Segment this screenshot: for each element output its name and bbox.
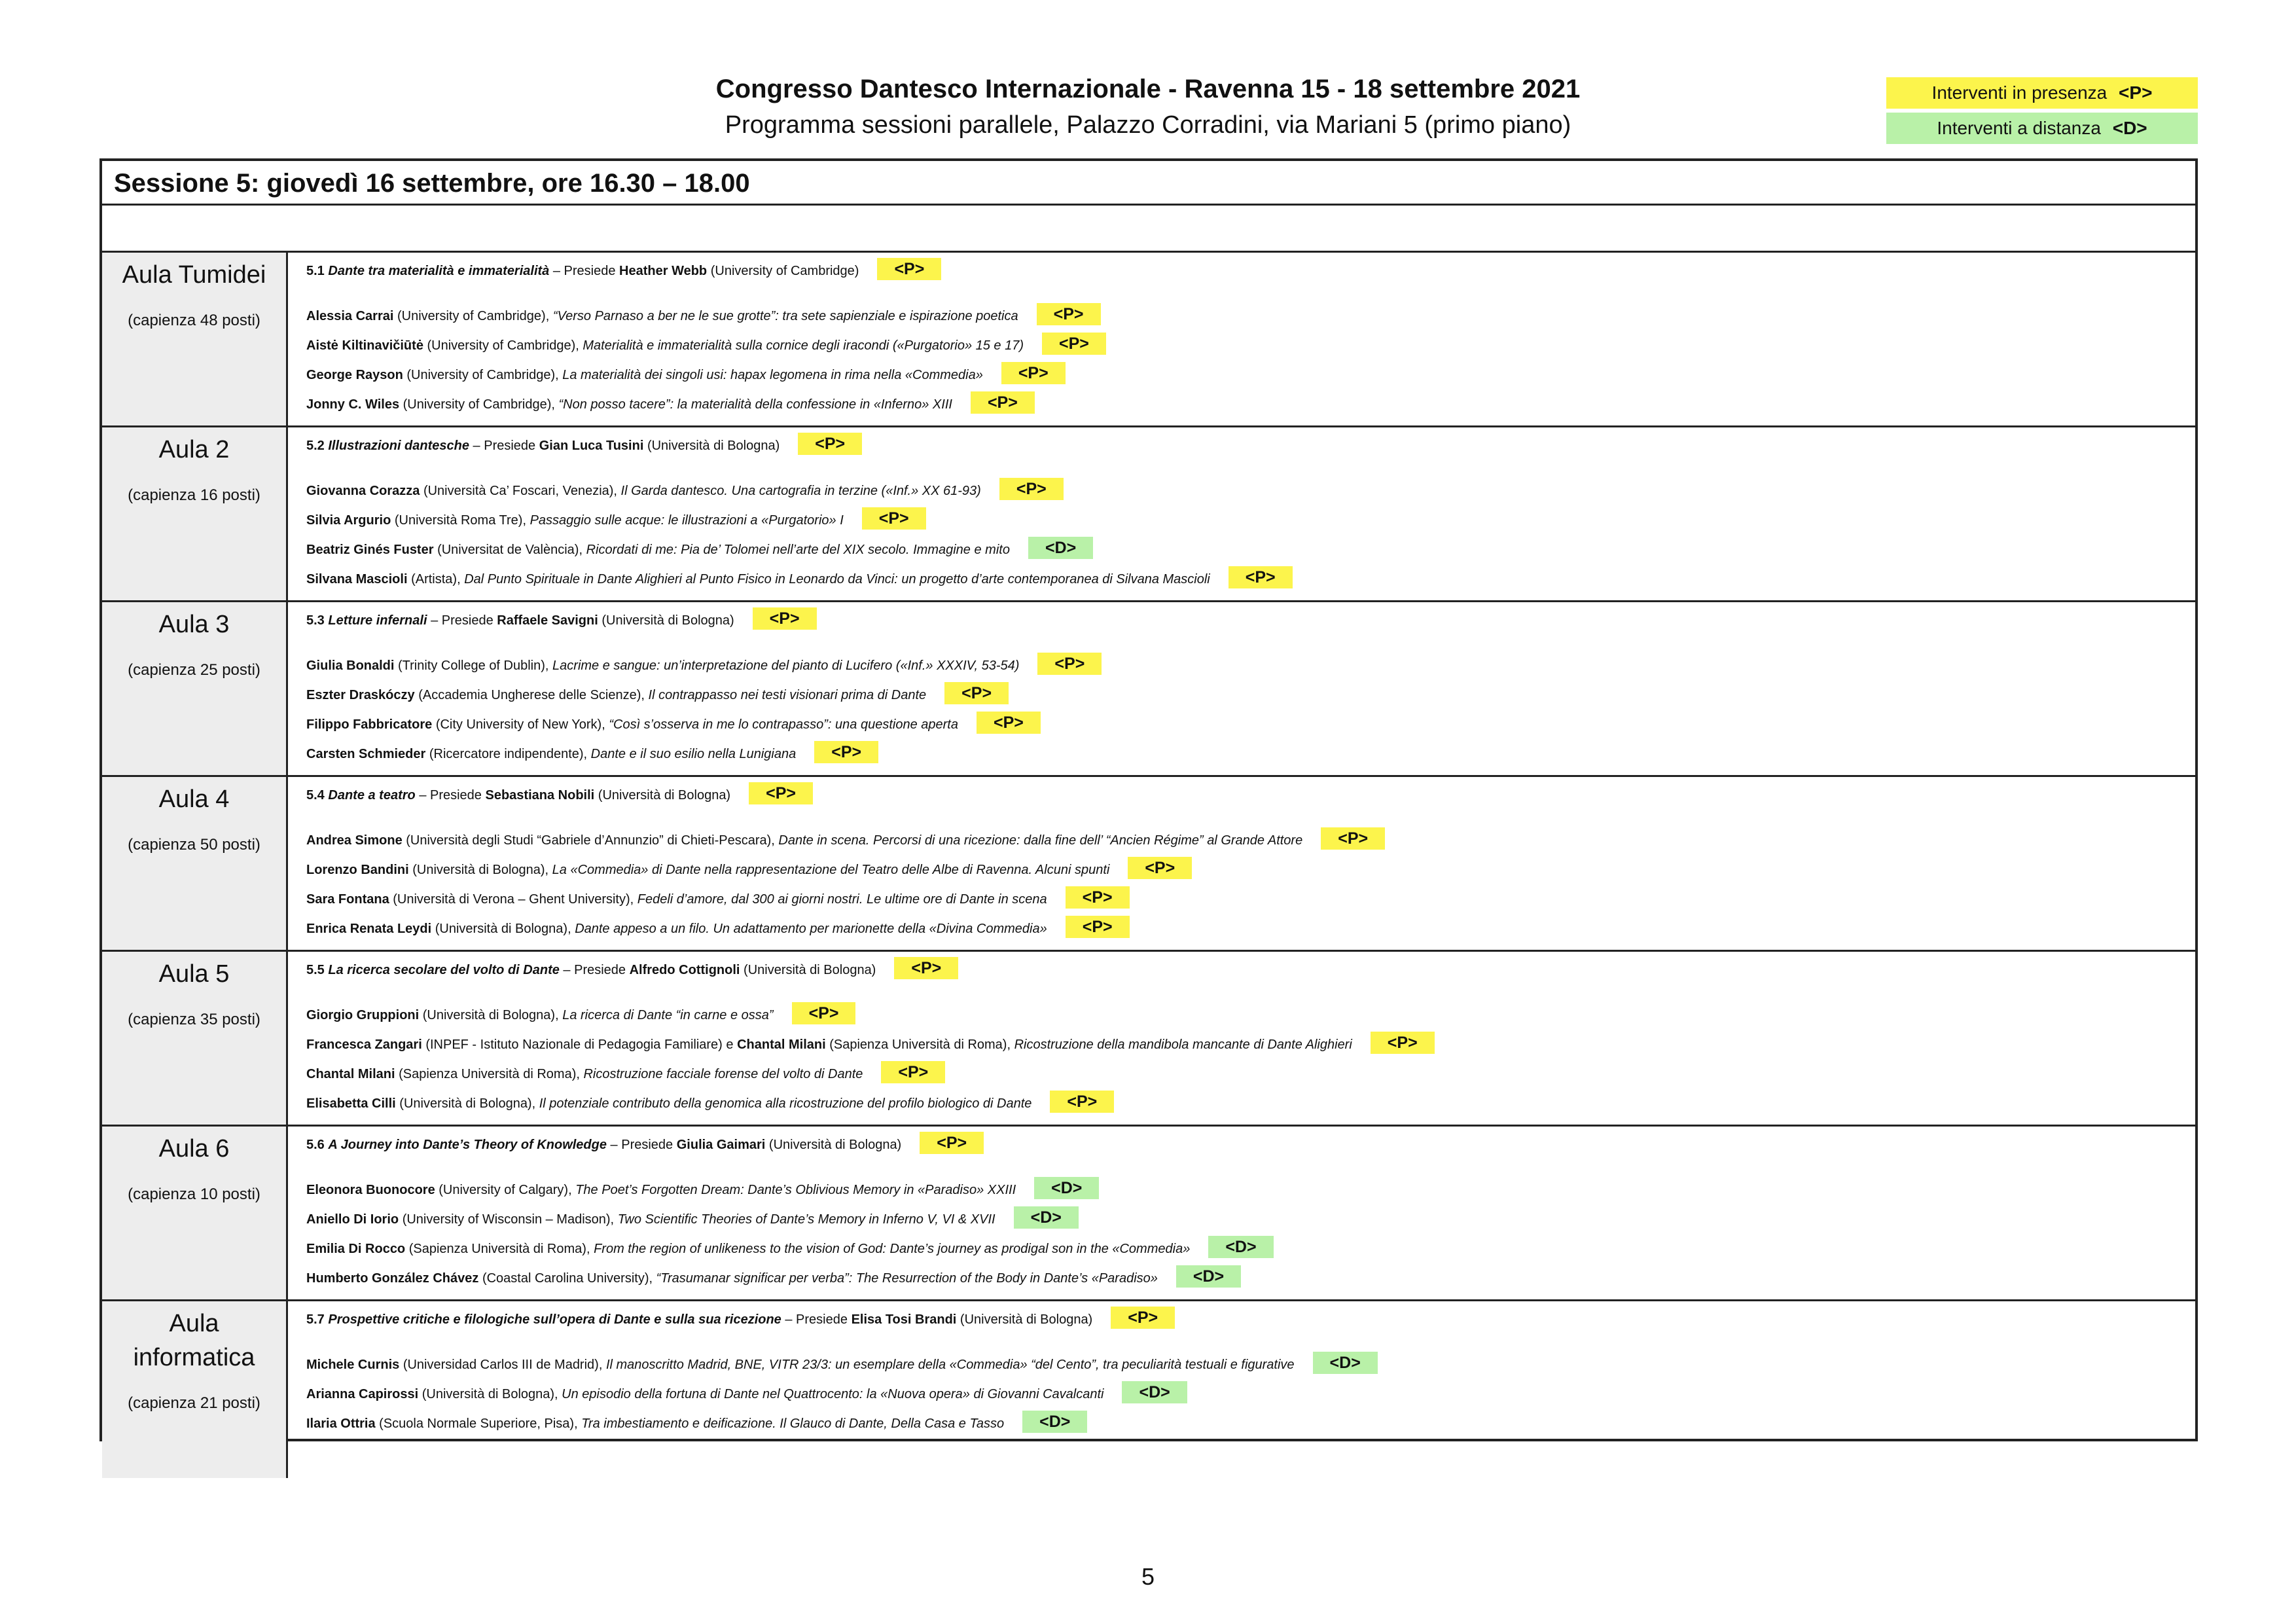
speaker-affiliation: (University of Wisconsin – Madison),	[402, 1212, 615, 1227]
chair-name: Raffaele Savigni	[497, 613, 598, 628]
mode-tag: <P>	[862, 507, 926, 530]
speaker-name: Giorgio Gruppioni	[306, 1008, 420, 1022]
legend-presence-label: Interventi in presenza	[1931, 82, 2108, 103]
mode-tag: <P>	[798, 433, 862, 455]
room-name: Aula 6	[158, 1135, 230, 1163]
talk-line	[306, 361, 2195, 390]
chair-affiliation: (University of Cambridge)	[710, 264, 859, 278]
panel-content	[288, 427, 2195, 600]
mode-tag: <P>	[1111, 1307, 1175, 1329]
talk-line	[306, 1001, 2195, 1030]
mode-tag: <D>	[1028, 537, 1093, 559]
speaker-name: Elisabetta Cilli	[306, 1096, 396, 1111]
room-row	[102, 253, 2195, 427]
panel-topic: Dante tra materialità e immaterialità	[328, 264, 550, 278]
talk-title: Un episodio della fortuna di Dante nel Quattrocento: la «Nuova opera» di Giovanni Cavalcanti	[562, 1387, 1104, 1401]
speaker-affiliation: (INPEF - Istituto Nazionale di Pedagogia Familiare) e	[425, 1038, 734, 1052]
talk-line	[306, 651, 2195, 681]
panel-number: 5.1	[306, 264, 325, 278]
speaker-affiliation: (University of Cambridge),	[406, 368, 559, 382]
mode-tag: <D>	[1122, 1381, 1187, 1403]
speaker-affiliation: (Università di Bologna),	[435, 922, 571, 936]
talk-title: “Così s’osserva in me lo contrapasso”: una questione aperta	[609, 717, 958, 732]
mode-tag: <P>	[1001, 362, 1066, 384]
talk-line	[306, 535, 2195, 565]
speaker-name: Arianna Capirossi	[306, 1387, 419, 1401]
room-row	[102, 777, 2195, 952]
speaker-name: Michele Curnis	[306, 1358, 400, 1372]
chair-name: Elisa Tosi Brandi	[851, 1312, 957, 1327]
talk-title: Il contrappasso nei testi visionari prima di Dante	[648, 688, 927, 702]
room-name: Aula Tumidei	[122, 261, 266, 289]
panel-topic: Dante a teatro	[328, 788, 416, 803]
talk-title: “Trasumanar significar per verba”: The Resurrection of the Body in Dante’s «Paradiso»	[656, 1271, 1158, 1286]
mode-tag: <D>	[1034, 1177, 1099, 1199]
chair-affiliation: (Università di Bologna)	[744, 963, 876, 977]
panel-heading	[306, 1305, 2195, 1335]
room-cell	[102, 952, 288, 1125]
talk-title: Passaggio sulle acque: le illustrazioni a «Purgatorio» I	[529, 513, 844, 528]
room-cell	[102, 602, 288, 775]
legend-presence-tag: <P>	[2119, 82, 2153, 103]
room-rows	[102, 253, 2195, 1478]
session-title: Sessione 5: giovedì 16 settembre, ore 16.30 – 18.00	[102, 161, 2195, 206]
mode-tag: <P>	[1050, 1091, 1114, 1113]
legend	[1886, 77, 2198, 148]
talk-line	[306, 331, 2195, 361]
speaker-affiliation: (Università di Bologna),	[412, 863, 549, 877]
talk-line	[306, 1030, 2195, 1060]
room-name: Aula 5	[158, 960, 230, 988]
room-row	[102, 1127, 2195, 1301]
room-capacity: (capienza 48 posti)	[128, 312, 260, 329]
chair-affiliation: (Università di Bologna)	[960, 1312, 1093, 1327]
panel-heading	[306, 781, 2195, 810]
speaker-name: George Rayson	[306, 368, 403, 382]
talk-line	[306, 856, 2195, 885]
talk-line	[306, 885, 2195, 914]
talk-title: Il potenziale contributo della genomica alla ricostruzione del profilo biologico di Dante	[539, 1096, 1032, 1111]
room-cell	[102, 427, 288, 600]
blank-row	[102, 206, 2195, 253]
page-number: 5	[1141, 1563, 1155, 1590]
speaker-name: Beatriz Ginés Fuster	[306, 543, 434, 557]
room-cell	[102, 777, 288, 950]
mode-tag: <P>	[1371, 1032, 1435, 1054]
speaker-affiliation: (Università Roma Tre),	[394, 513, 527, 528]
talk-title: Materialità e immaterialità sulla cornice degli iracondi («Purgatorio» 15 e 17)	[583, 338, 1024, 353]
talk-line	[306, 1176, 2195, 1205]
talk-line	[306, 1205, 2195, 1235]
speaker-name: Humberto González Chávez	[306, 1271, 479, 1286]
mode-tag: <P>	[1042, 333, 1106, 355]
chair-name: Alfredo Cottignoli	[629, 963, 740, 977]
mode-tag: <P>	[753, 607, 817, 630]
room-cell	[102, 253, 288, 425]
speaker-name: Alessia Carrai	[306, 309, 394, 323]
talk-title: Lacrime e sangue: un’interpretazione del pianto di Lucifero («Inf.» XXXIV, 53-54)	[552, 659, 1020, 673]
chair-prefix: – Presiede	[563, 963, 626, 977]
chair-affiliation: (Università di Bologna)	[768, 1138, 902, 1152]
speaker-name: Eszter Draskóczy	[306, 688, 415, 702]
speaker-affiliation: (Scuola Normale Superiore, Pisa),	[379, 1416, 578, 1431]
speaker-affiliation: (University of Cambridge),	[397, 309, 550, 323]
speaker-name: Giovanna Corazza	[306, 484, 420, 498]
talk-line	[306, 1264, 2195, 1293]
panel-topic: Prospettive critiche e filologiche sull’opera di Dante e sulla sua ricezione	[328, 1312, 781, 1327]
speaker-affiliation: (Università di Verona – Ghent University),	[393, 892, 634, 907]
speaker-name: Enrica Renata Leydi	[306, 922, 432, 936]
speaker-name: Giulia Bonaldi	[306, 659, 395, 673]
mode-tag: <P>	[877, 258, 941, 280]
talk-line	[306, 826, 2195, 856]
program-table	[99, 158, 2198, 1441]
room-name: Aula 3	[158, 611, 230, 638]
panel-content	[288, 952, 2195, 1125]
panel-heading	[306, 257, 2195, 286]
chair-prefix: – Presiede	[431, 613, 493, 628]
talk-line	[306, 477, 2195, 506]
room-capacity: (capienza 25 posti)	[128, 661, 260, 679]
speaker-affiliation: (Università Ca’ Foscari, Venezia),	[423, 484, 617, 498]
talk-title: Ricordati di me: Pia de’ Tolomei nell’arte del XIX secolo. Immagine e mito	[586, 543, 1010, 557]
panel-content	[288, 253, 2195, 425]
mode-tag: <P>	[944, 682, 1009, 704]
speaker-affiliation: (Accademia Ungherese delle Scienze),	[418, 688, 645, 702]
speaker-affiliation: (University of Calgary),	[439, 1183, 572, 1197]
talk-title: Ricostruzione facciale forense del volto di Dante	[583, 1067, 863, 1081]
speaker-name: Chantal Milani	[306, 1067, 395, 1081]
mode-tag: <P>	[749, 782, 813, 804]
mode-tag: <D>	[1022, 1411, 1087, 1433]
talk-title: “Verso Parnaso a ber ne le sue grotte”: tra sete sapienziale e ispirazione poetica	[552, 309, 1018, 323]
mode-tag: <D>	[1176, 1265, 1241, 1288]
speaker-affiliation: (Università di Bologna),	[399, 1096, 536, 1111]
talk-title: Il manoscritto Madrid, BNE, VITR 23/3: un esemplare della «Commedia» “del Cento”, tra peculiarità testuali e figurative	[605, 1358, 1295, 1372]
panel-number: 5.4	[306, 788, 325, 803]
mode-tag: <D>	[1313, 1352, 1378, 1374]
panel-number: 5.3	[306, 613, 325, 628]
speaker-affiliation: (Sapienza Università di Roma),	[408, 1242, 590, 1256]
room-row	[102, 952, 2195, 1127]
talk-title: Dante e il suo esilio nella Lunigiana	[590, 747, 797, 761]
speaker-affiliation: (Sapienza Università di Roma),	[829, 1038, 1011, 1052]
speaker-affiliation: (Artista),	[411, 572, 461, 586]
room-name: Aula 4	[158, 785, 230, 813]
room-cell	[102, 1301, 288, 1478]
speaker-affiliation: (City University of New York),	[435, 717, 605, 732]
mode-tag: <P>	[1066, 916, 1130, 938]
panel-heading	[306, 1130, 2195, 1160]
talk-title: Tra imbestiamento e deificazione. Il Glauco di Dante, Della Casa e Tasso	[581, 1416, 1005, 1431]
chair-name: Sebastiana Nobili	[485, 788, 595, 803]
panel-topic: Letture infernali	[328, 613, 427, 628]
page-subtitle: Programma sessioni parallele, Palazzo Corradini, via Mariani 5 (primo piano)	[725, 111, 1571, 139]
speaker-affiliation: (Sapienza Università di Roma),	[399, 1067, 580, 1081]
mode-tag: <P>	[920, 1132, 984, 1154]
legend-remote-tag: <D>	[2112, 118, 2147, 138]
room-capacity: (capienza 10 posti)	[128, 1185, 260, 1203]
talk-line	[306, 1089, 2195, 1119]
speaker-affiliation: (Universitat de València),	[437, 543, 583, 557]
chair-prefix: – Presiede	[419, 788, 482, 803]
room-row	[102, 1301, 2195, 1478]
speaker-affiliation: (Ricercatore indipendente),	[429, 747, 588, 761]
chair-affiliation: (Università di Bologna)	[601, 613, 734, 628]
chair-name: Heather Webb	[619, 264, 708, 278]
mode-tag: <P>	[894, 957, 958, 979]
panel-content	[288, 1301, 2195, 1478]
mode-tag: <P>	[1037, 653, 1102, 675]
mode-tag: <D>	[1208, 1236, 1273, 1258]
panel-content	[288, 602, 2195, 775]
speaker-name: Lorenzo Bandini	[306, 863, 409, 877]
talk-title: “Non posso tacere”: la materialità della confessione in «Inferno» XIII	[558, 397, 952, 412]
talk-title: Ricostruzione della mandibola mancante di Dante Alighieri	[1014, 1038, 1352, 1052]
chair-prefix: – Presiede	[785, 1312, 848, 1327]
speaker-name: Silvia Argurio	[306, 513, 391, 528]
mode-tag: <P>	[881, 1061, 945, 1083]
speaker-affiliation: (Università di Bologna),	[422, 1387, 558, 1401]
talk-title: The Poet’s Forgotten Dream: Dante’s Oblivious Memory in «Paradiso» XXIII	[575, 1183, 1016, 1197]
chair-affiliation: (Università di Bologna)	[598, 788, 731, 803]
mode-tag: <P>	[792, 1002, 856, 1024]
speaker-affiliation: (Trinity College of Dublin),	[398, 659, 549, 673]
chair-name: Giulia Gaimari	[676, 1138, 766, 1152]
legend-presence	[1886, 77, 2198, 109]
panel-heading	[306, 956, 2195, 985]
panel-content	[288, 777, 2195, 950]
chair-prefix: – Presiede	[610, 1138, 673, 1152]
speaker-name: Emilia Di Rocco	[306, 1242, 406, 1256]
mode-tag: <P>	[971, 391, 1035, 414]
panel-topic: La ricerca secolare del volto di Dante	[328, 963, 560, 977]
speaker-affiliation: (Universidad Carlos III de Madrid),	[403, 1358, 603, 1372]
talk-line	[306, 681, 2195, 710]
room-cell	[102, 1127, 288, 1299]
panel-number: 5.6	[306, 1138, 325, 1152]
speaker-name: Francesca Zangari	[306, 1038, 422, 1052]
speaker-name: Aniello Di Iorio	[306, 1212, 399, 1227]
room-capacity: (capienza 16 posti)	[128, 486, 260, 504]
mode-tag: <P>	[999, 478, 1064, 500]
room-row	[102, 427, 2195, 602]
talk-line	[306, 390, 2195, 420]
talk-line	[306, 1350, 2195, 1380]
talk-title: Fedeli d’amore, dal 300 ai giorni nostri. Le ultime ore di Dante in scena	[637, 892, 1047, 907]
talk-title: Il Garda dantesco. Una cartografia in terzine («Inf.» XX 61-93)	[620, 484, 981, 498]
talk-title: Dante in scena. Percorsi di una ricezione: dalla fine dell’ “Ancien Régime” al Grande Attore	[778, 833, 1303, 848]
talk-title: Dal Punto Spirituale in Dante Alighieri al Punto Fisico in Leonardo da Vinci: un progetto d’arte contemporanea di Silvana Mascioli	[464, 572, 1210, 586]
chair-prefix: – Presiede	[552, 264, 616, 278]
speaker-affiliation: (Coastal Carolina University),	[482, 1271, 653, 1286]
talk-title: La ricerca di Dante “in carne e ossa”	[562, 1008, 774, 1022]
talk-title: La «Commedia» di Dante nella rappresentazione del Teatro delle Albe di Ravenna. Alcuni spunti	[552, 863, 1110, 877]
panel-number: 5.2	[306, 439, 325, 453]
talk-line	[306, 302, 2195, 331]
chair-affiliation: (Università di Bologna)	[647, 439, 780, 453]
panel-heading	[306, 431, 2195, 461]
panel-heading	[306, 606, 2195, 636]
talk-line	[306, 1235, 2195, 1264]
panel-topic: A Journey into Dante’s Theory of Knowledge	[328, 1138, 607, 1152]
mode-tag: <P>	[1037, 303, 1101, 325]
mode-tag: <P>	[1321, 827, 1385, 850]
legend-remote-label: Interventi a distanza	[1937, 118, 2101, 138]
mode-tag: <P>	[1128, 857, 1192, 879]
legend-remote	[1886, 113, 2198, 144]
talk-line	[306, 740, 2195, 769]
room-capacity: (capienza 50 posti)	[128, 836, 260, 854]
speaker-name: Ilaria Ottria	[306, 1416, 376, 1431]
talk-title: La materialità dei singoli usi: hapax legomena in rima nella «Commedia»	[562, 368, 983, 382]
talk-line	[306, 506, 2195, 535]
speaker-affiliation: (Università di Bologna),	[422, 1008, 559, 1022]
speaker-name: Andrea Simone	[306, 833, 403, 848]
page-title: Congresso Dantesco Internazionale - Ravenna 15 - 18 settembre 2021	[715, 75, 1581, 103]
speaker-name: Filippo Fabbricatore	[306, 717, 433, 732]
speaker-name: Chantal Milani	[737, 1038, 826, 1052]
mode-tag: <P>	[977, 712, 1041, 734]
speaker-affiliation: (University of Cambridge),	[403, 397, 555, 412]
speaker-name: Jonny C. Wiles	[306, 397, 400, 412]
speaker-affiliation: (Università degli Studi “Gabriele d’Annunzio” di Chieti-Pescara),	[406, 833, 775, 848]
talk-title: Two Scientific Theories of Dante’s Memory in Inferno V, VI & XVII	[617, 1212, 996, 1227]
mode-tag: <P>	[814, 741, 878, 763]
panel-content	[288, 1127, 2195, 1299]
chair-prefix: – Presiede	[473, 439, 536, 453]
room-name: Aula informatica	[133, 1310, 255, 1371]
speaker-name: Aistė Kiltinavičiūtė	[306, 338, 423, 353]
talk-line	[306, 914, 2195, 944]
room-name: Aula 2	[158, 436, 230, 463]
talk-title: Dante appeso a un filo. Un adattamento per marionette della «Divina Commedia»	[575, 922, 1047, 936]
talk-line	[306, 1060, 2195, 1089]
room-capacity: (capienza 21 posti)	[128, 1394, 260, 1412]
speaker-name: Carsten Schmieder	[306, 747, 426, 761]
chair-name: Gian Luca Tusini	[539, 439, 644, 453]
speaker-name: Sara Fontana	[306, 892, 389, 907]
room-capacity: (capienza 35 posti)	[128, 1011, 260, 1028]
mode-tag: <P>	[1066, 886, 1130, 909]
mode-tag: <D>	[1014, 1206, 1079, 1229]
speaker-name: Silvana Mascioli	[306, 572, 408, 586]
speaker-name: Eleonora Buonocore	[306, 1183, 435, 1197]
panel-number: 5.5	[306, 963, 325, 977]
talk-line	[306, 1380, 2195, 1409]
talk-line	[306, 565, 2195, 594]
panel-topic: Illustrazioni dantesche	[328, 439, 469, 453]
talk-line	[306, 1409, 2195, 1439]
talk-line	[306, 710, 2195, 740]
talk-title: From the region of unlikeness to the vision of God: Dante’s journey as prodigal son in the «Commedia»	[594, 1242, 1191, 1256]
speaker-affiliation: (University of Cambridge),	[427, 338, 579, 353]
panel-number: 5.7	[306, 1312, 325, 1327]
mode-tag: <P>	[1229, 566, 1293, 588]
room-row	[102, 602, 2195, 777]
